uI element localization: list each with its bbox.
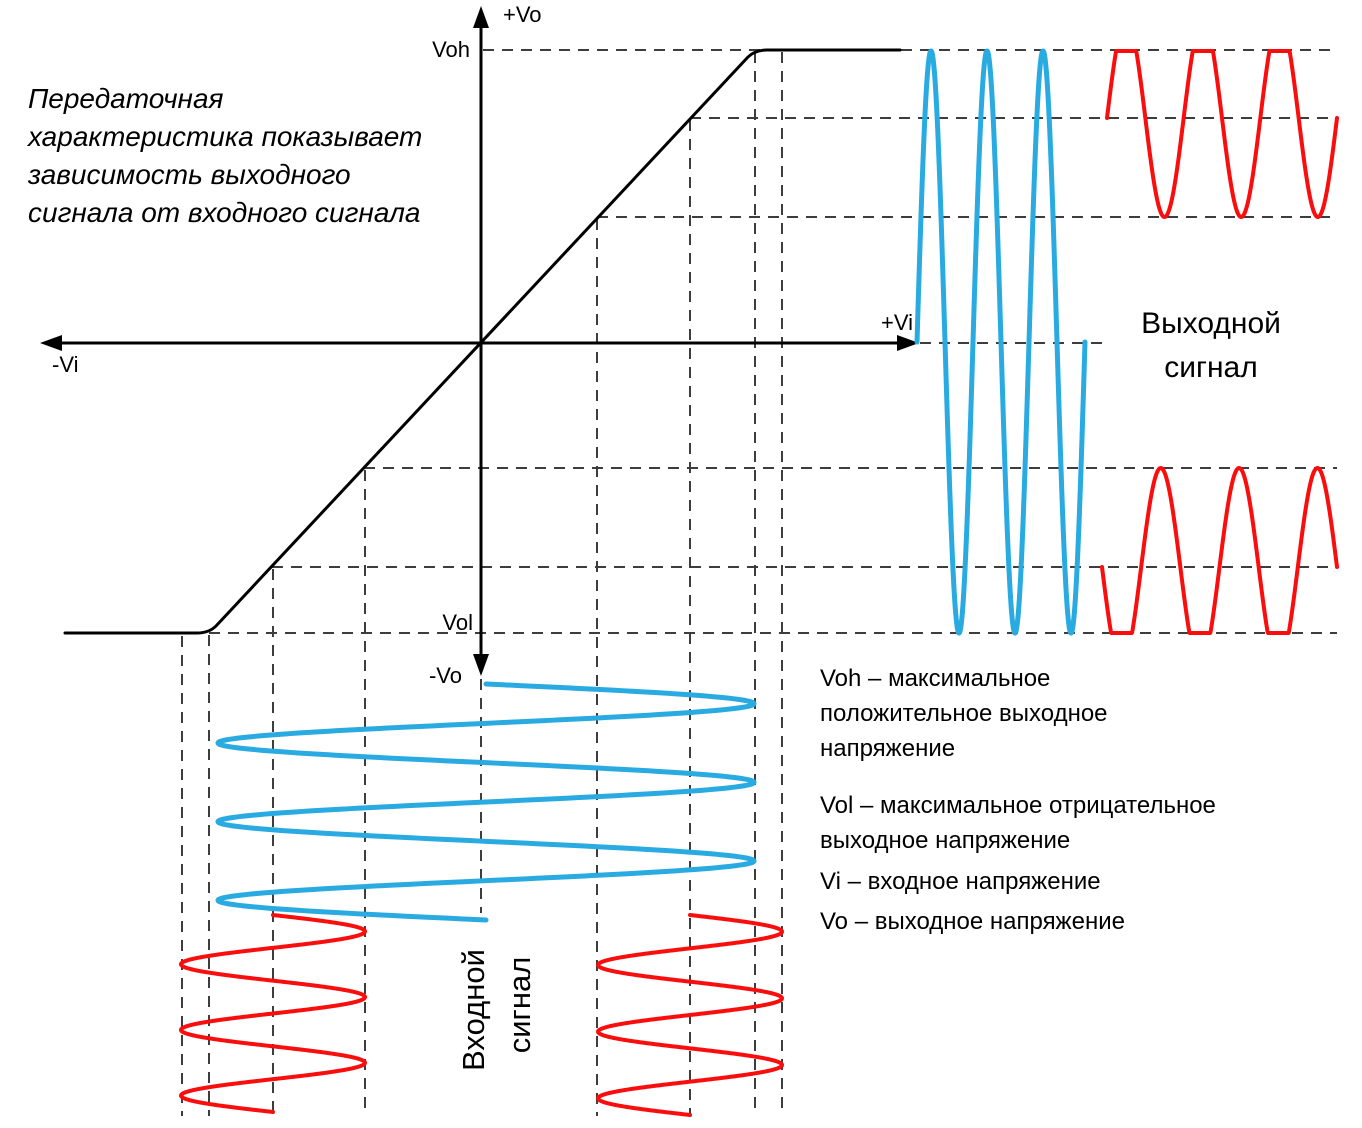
- legend: [820, 665, 1216, 935]
- legend-vo-line1: Vo – выходное напряжение: [820, 908, 1125, 935]
- legend-voh-line1: Voh – максимальное: [820, 665, 1051, 692]
- vertical-axis: [473, 6, 489, 676]
- axis-arrow-up: [473, 6, 489, 28]
- axis-arrow-down: [473, 654, 489, 676]
- label-vol: Vol: [442, 610, 473, 635]
- legend-vol-line1: Vol – максимальное отрицательное: [820, 792, 1216, 819]
- input-signal-label-line2: сигнал: [502, 956, 537, 1054]
- output-clipped-top: [1107, 51, 1337, 217]
- note-line-1: Передаточная: [28, 83, 224, 114]
- output-signal-label-line1: Выходной: [1141, 307, 1281, 340]
- output-signal-label-line2: сигнал: [1164, 351, 1258, 384]
- label-plus-vi: +Vi: [880, 310, 913, 335]
- input-signal-label-line1: Входной: [456, 949, 491, 1071]
- legend-vol-line2: выходное напряжение: [820, 827, 1071, 854]
- axis-arrow-left: [40, 335, 62, 351]
- input-signal-label: [456, 949, 537, 1071]
- label-plus-vo: +Vo: [503, 2, 542, 27]
- note-line-4: сигнала от входного сигнала: [28, 197, 421, 228]
- note-line-3: зависимость выходного: [28, 159, 351, 190]
- legend-vi-line1: Vi – входное напряжение: [820, 868, 1101, 895]
- label-minus-vo: -Vo: [428, 663, 462, 688]
- output-signal-label: [1141, 307, 1281, 384]
- note-text: [26, 83, 422, 228]
- note-line-2: характеристика показывает: [28, 121, 423, 152]
- input-sine-small: [218, 684, 754, 920]
- label-voh: Voh: [432, 37, 470, 62]
- output-clipped-bottom: [1102, 468, 1337, 633]
- label-minus-vi: -Vi: [52, 352, 79, 377]
- legend-voh-line2: положительное выходное: [820, 700, 1108, 727]
- legend-voh-line3: напряжение: [820, 735, 956, 762]
